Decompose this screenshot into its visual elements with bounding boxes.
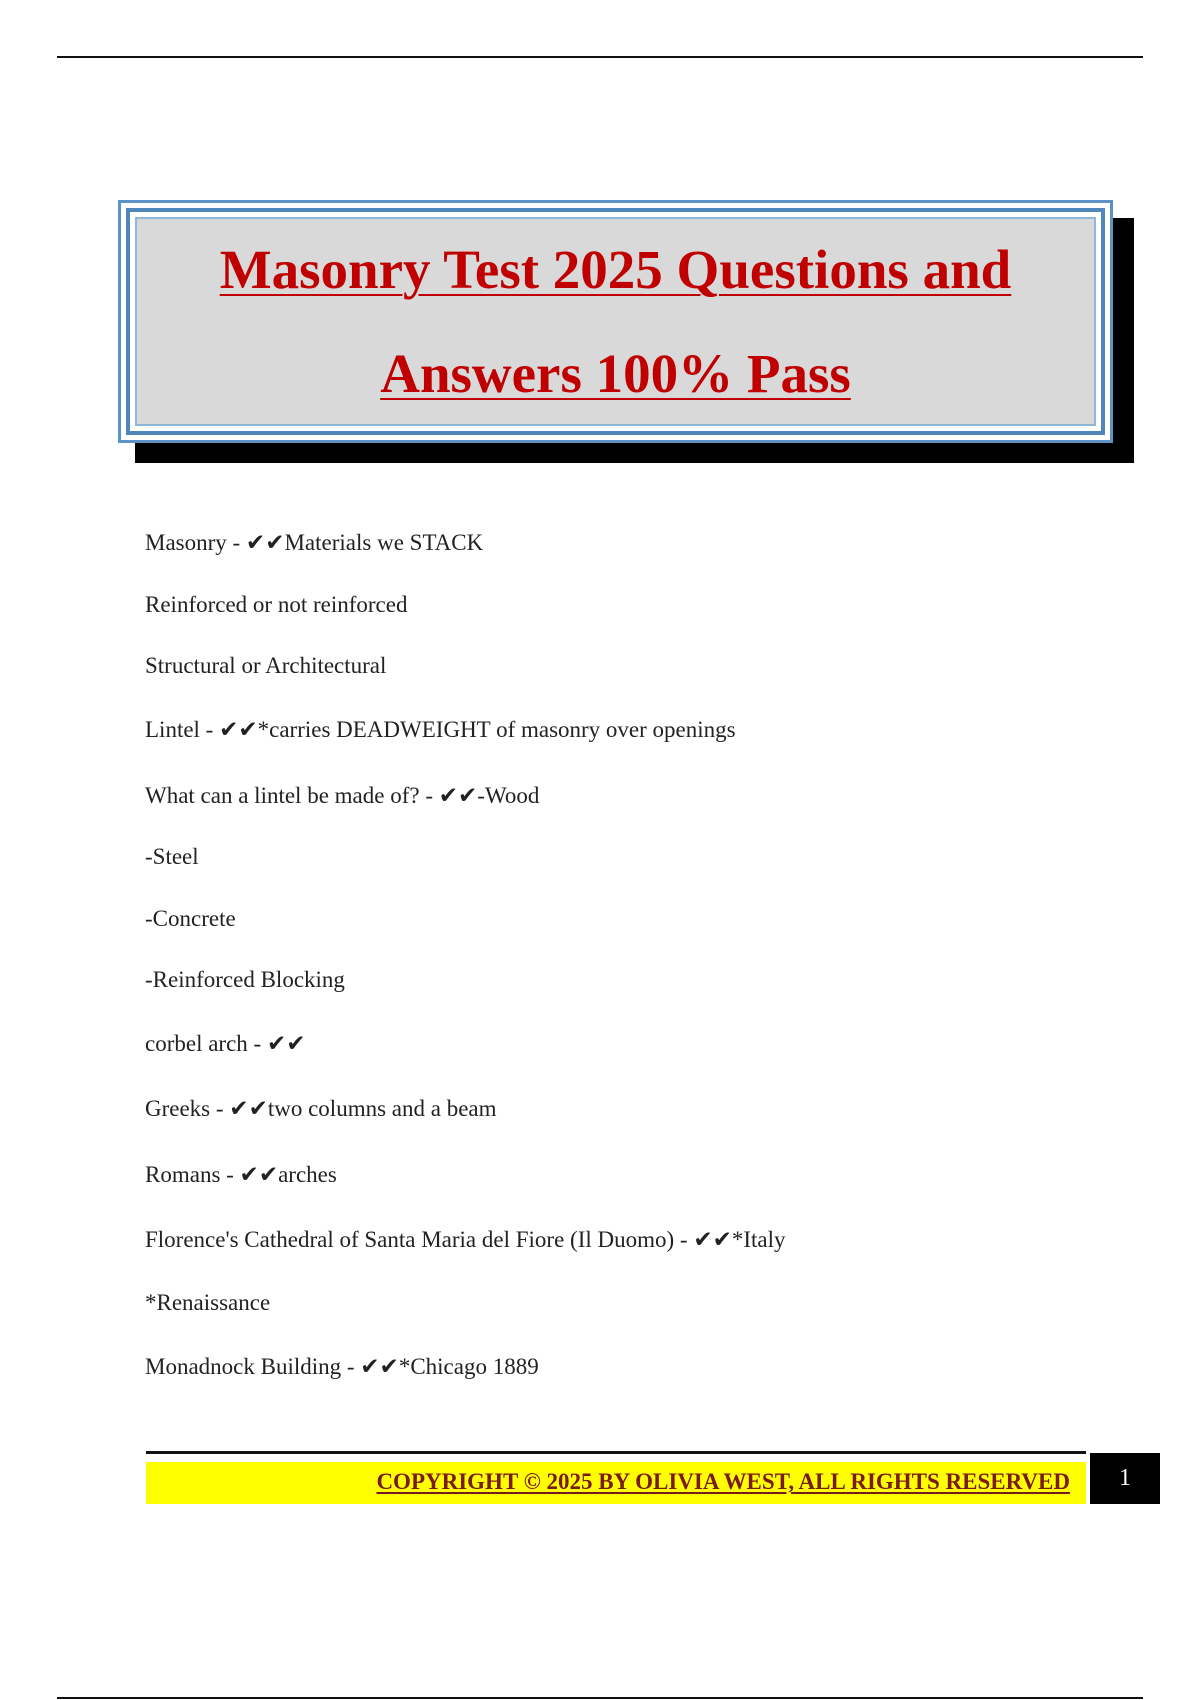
bottom-rule — [57, 1697, 1143, 1699]
qa-line: Florence's Cathedral of Santa Maria del Fiore (Il Duomo) - ✔✔*Italy — [145, 1227, 786, 1252]
qa-line: -Concrete — [145, 906, 236, 931]
copyright-notice: COPYRIGHT © 2025 BY OLIVIA WEST, ALL RIGHTS RESERVED — [376, 1469, 1070, 1494]
top-rule — [57, 56, 1143, 58]
qa-line: Monadnock Building - ✔✔*Chicago 1889 — [145, 1354, 539, 1379]
qa-line: Greeks - ✔✔two columns and a beam — [145, 1096, 497, 1121]
page-number-box — [1090, 1453, 1160, 1504]
qa-line: Structural or Architectural — [145, 653, 387, 678]
qa-line: What can a lintel be made of? - ✔✔-Wood — [145, 783, 540, 808]
title-fill — [135, 217, 1096, 426]
footer-band — [146, 1462, 1086, 1504]
qa-line: Lintel - ✔✔*carries DEADWEIGHT of masonry over openings — [145, 717, 736, 742]
qa-line: corbel arch - ✔✔ — [145, 1031, 306, 1056]
document-title-line-1: Masonry Test 2025 Questions and — [219, 238, 1012, 300]
qa-line: *Renaissance — [145, 1290, 271, 1315]
qa-line: Masonry - ✔✔Materials we STACK — [145, 530, 484, 555]
qa-line: -Reinforced Blocking — [145, 967, 345, 992]
document-title-line-2: Answers 100% Pass — [380, 342, 851, 404]
title-box — [118, 200, 1113, 443]
title-inner-frame — [126, 208, 1105, 435]
qa-line: Reinforced or not reinforced — [145, 592, 408, 617]
footer-rule — [146, 1451, 1086, 1454]
qa-line: -Steel — [145, 844, 199, 869]
qa-line: Romans - ✔✔arches — [145, 1162, 337, 1187]
page-number: 1 — [1119, 1465, 1131, 1491]
